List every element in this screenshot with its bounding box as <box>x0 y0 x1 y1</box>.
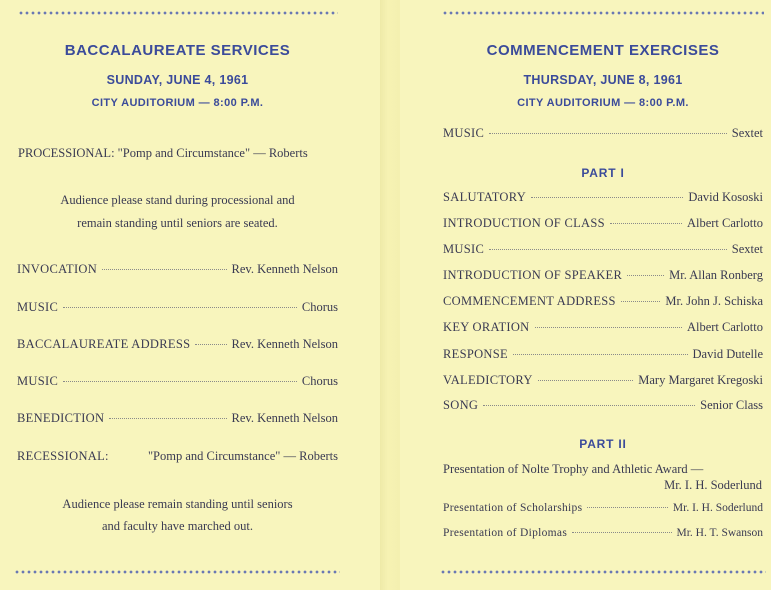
row-value: Chorus <box>301 374 338 388</box>
leader-dots <box>531 197 683 198</box>
program-row <box>443 347 763 362</box>
program-row <box>17 374 338 389</box>
row-value: Chorus <box>301 300 338 314</box>
top-dotted-border <box>18 10 338 16</box>
row-label: BACCALAUREATE ADDRESS <box>17 337 191 351</box>
baccalaureate-title: BACCALAUREATE SERVICES <box>64 42 291 59</box>
row-value: Albert Carlotto <box>686 320 763 334</box>
part-two-heading: PART II <box>579 437 627 451</box>
row-value: Senior Class <box>700 398 763 412</box>
recessional-note-line2: and faculty have marched out. <box>102 519 253 533</box>
processional-note-line1: Audience please stand during processional and <box>60 193 295 207</box>
row-label: MUSIC <box>17 374 59 388</box>
row-value: Mr. Allan Ronberg <box>669 268 763 282</box>
program-row <box>443 268 763 283</box>
program-row <box>443 242 763 257</box>
leader-dots <box>63 381 297 382</box>
leader-dots <box>572 532 671 533</box>
nolte-trophy-value: Mr. I. H. Soderlund <box>664 478 762 492</box>
program-row <box>443 502 763 514</box>
program-row <box>443 216 763 231</box>
row-value: David Dutelle <box>692 347 763 361</box>
program-row <box>443 373 763 388</box>
leader-dots <box>538 380 634 381</box>
row-label: INVOCATION <box>17 262 98 276</box>
leader-dots <box>109 418 226 419</box>
bottom-dotted-border <box>14 569 340 575</box>
row-label: BENEDICTION <box>17 411 105 425</box>
commencement-date: THURSDAY, JUNE 8, 1961 <box>523 73 683 87</box>
leader-dots <box>483 405 695 406</box>
row-value: Sextet <box>731 126 763 140</box>
program-row <box>443 294 763 309</box>
commencement-title: COMMENCEMENT EXERCISES <box>486 42 720 59</box>
row-value: Rev. Kenneth Nelson <box>231 262 338 276</box>
page-fold <box>380 0 400 590</box>
leader-dots <box>587 507 668 508</box>
commencement-location: CITY AUDITORIUM — 8:00 P.M. <box>517 97 689 109</box>
program-row <box>17 262 338 277</box>
row-value: Sextet <box>731 242 763 256</box>
row-label: RESPONSE <box>443 347 508 361</box>
row-value: David Kososki <box>688 190 763 204</box>
commencement-page <box>400 0 771 590</box>
leader-dots <box>621 301 661 302</box>
baccalaureate-date: SUNDAY, JUNE 4, 1961 <box>106 73 249 87</box>
row-label: KEY ORATION <box>443 320 530 334</box>
leader-dots <box>489 249 727 250</box>
program-row <box>443 190 763 205</box>
leader-dots <box>102 269 226 270</box>
leader-dots <box>627 275 664 276</box>
row-label: INTRODUCTION OF SPEAKER <box>443 268 623 282</box>
recessional-piece: "Pomp and Circumstance" — Roberts <box>147 449 338 463</box>
row-value: Rev. Kenneth Nelson <box>231 337 338 351</box>
row-value: Mr. H. T. Swanson <box>676 527 763 539</box>
program-row <box>443 527 763 539</box>
row-label: SALUTATORY <box>443 190 527 204</box>
row-label: SONG <box>443 398 479 412</box>
leader-dots <box>610 223 682 224</box>
row-label: INTRODUCTION OF CLASS <box>443 216 605 230</box>
row-label: VALEDICTORY <box>443 373 533 387</box>
row-value: Mary Margaret Kregoski <box>638 373 763 387</box>
bottom-dotted-border <box>440 569 766 575</box>
top-dotted-border <box>442 10 764 16</box>
row-label: COMMENCEMENT ADDRESS <box>443 294 616 308</box>
row-label: MUSIC <box>443 242 485 256</box>
part-one-heading: PART I <box>581 166 625 180</box>
leader-dots <box>535 327 682 328</box>
leader-dots <box>63 307 297 308</box>
recessional-line <box>17 449 338 464</box>
row-value: Albert Carlotto <box>686 216 763 230</box>
row-label: MUSIC <box>17 300 59 314</box>
row-label: Presentation of Diplomas <box>443 527 568 539</box>
program-row <box>443 320 763 335</box>
row-label: Presentation of Scholarships <box>443 502 583 514</box>
leader-dots <box>195 344 226 345</box>
processional-note-line2: remain standing until seniors are seated. <box>77 216 278 230</box>
baccalaureate-page <box>0 0 380 590</box>
program-row <box>443 398 763 413</box>
recessional-note-line1: Audience please remain standing until seniors <box>62 497 293 511</box>
program-row <box>17 411 338 426</box>
baccalaureate-location: CITY AUDITORIUM — 8:00 P.M. <box>91 97 264 109</box>
opening-music-row <box>443 126 763 141</box>
program-row <box>17 337 338 352</box>
nolte-trophy-label: Presentation of Nolte Trophy and Athletic Award — <box>443 462 704 476</box>
row-label: MUSIC <box>443 126 485 140</box>
row-value: Mr. I. H. Soderlund <box>672 502 763 514</box>
leader-dots <box>489 133 727 134</box>
row-value: Mr. John J. Schiska <box>665 294 763 308</box>
leader-dots <box>513 354 688 355</box>
processional-line: PROCESSIONAL: "Pomp and Circumstance" — Roberts <box>18 146 308 160</box>
program-row <box>17 300 338 315</box>
row-value: Rev. Kenneth Nelson <box>231 411 338 425</box>
recessional-label: RECESSIONAL: <box>17 449 109 463</box>
